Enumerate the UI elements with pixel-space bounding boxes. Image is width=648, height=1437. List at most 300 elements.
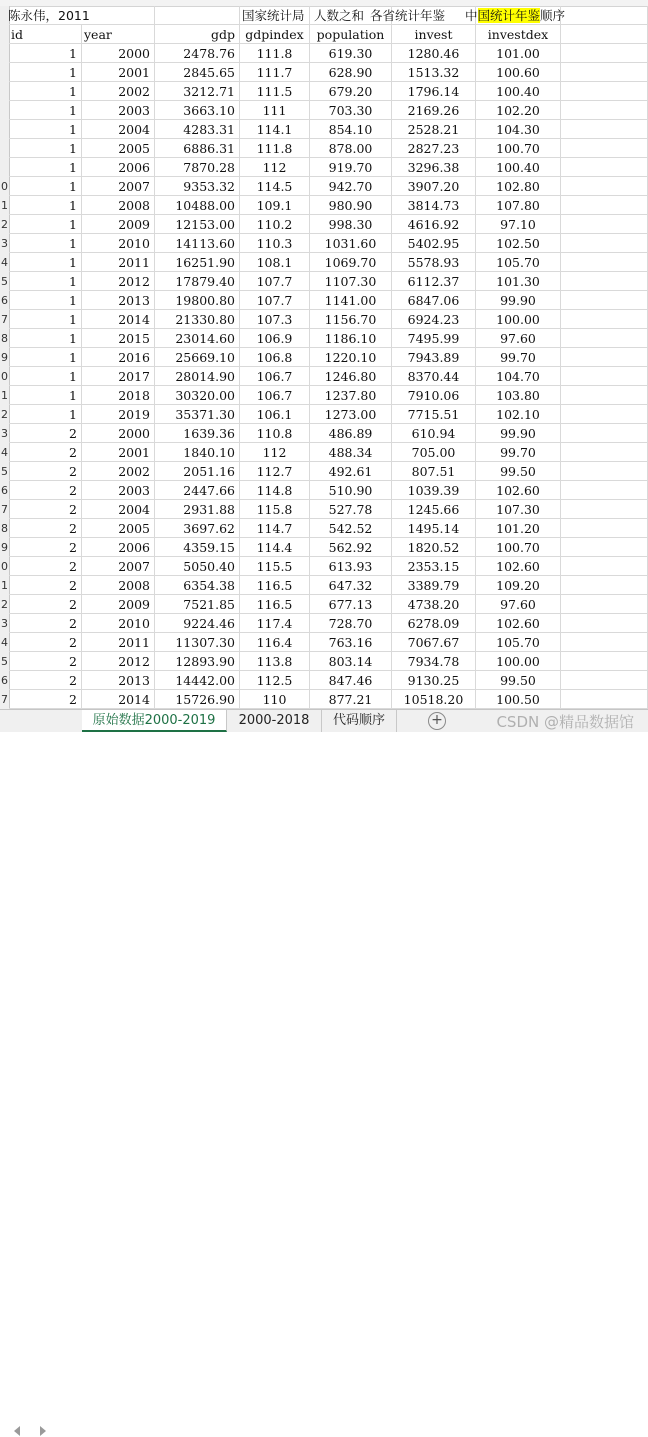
cell[interactable] [561, 139, 648, 158]
cell-invest[interactable]: 7934.78 [392, 652, 476, 671]
cell-investdex[interactable]: 100.70 [476, 139, 561, 158]
cell-population[interactable]: 542.52 [310, 519, 392, 538]
cell-year[interactable]: 2005 [82, 139, 155, 158]
cell-year[interactable]: 2002 [82, 462, 155, 481]
row-number[interactable] [0, 63, 9, 82]
cell-gdp[interactable]: 28014.90 [155, 367, 240, 386]
cell-id[interactable]: 2 [9, 576, 82, 595]
cell-gdpindex[interactable]: 115.8 [240, 500, 310, 519]
cell-year[interactable]: 2009 [82, 595, 155, 614]
cell-gdp[interactable]: 14442.00 [155, 671, 240, 690]
cell-gdpindex[interactable]: 107.3 [240, 310, 310, 329]
cell-gdpindex[interactable]: 106.7 [240, 386, 310, 405]
cell[interactable] [561, 177, 648, 196]
add-sheet-icon[interactable]: + [428, 712, 446, 730]
cell[interactable] [561, 652, 648, 671]
cell-gdp[interactable]: 16251.90 [155, 253, 240, 272]
cell-population[interactable]: 1186.10 [310, 329, 392, 348]
cell-id[interactable]: 1 [9, 386, 82, 405]
cell-invest[interactable]: 2353.15 [392, 557, 476, 576]
cell-invest[interactable]: 3907.20 [392, 177, 476, 196]
row-number[interactable]: 2 [1, 408, 8, 421]
row-number[interactable]: 8 [1, 332, 8, 345]
cell-population[interactable]: 488.34 [310, 443, 392, 462]
row-number[interactable]: 1 [1, 389, 8, 402]
row-number[interactable] [0, 25, 9, 44]
cell-year[interactable]: 2000 [82, 44, 155, 63]
cell-population[interactable]: 1156.70 [310, 310, 392, 329]
cell-gdp[interactable]: 14113.60 [155, 234, 240, 253]
cell[interactable] [561, 557, 648, 576]
cell-investdex[interactable]: 103.80 [476, 386, 561, 405]
cell-year[interactable]: 2012 [82, 272, 155, 291]
cell-year[interactable]: 2014 [82, 310, 155, 329]
cell-year[interactable]: 2011 [82, 253, 155, 272]
cell-population[interactable]: 998.30 [310, 215, 392, 234]
cell-investdex[interactable]: 107.80 [476, 196, 561, 215]
cell-population[interactable]: 492.61 [310, 462, 392, 481]
cell-gdp[interactable]: 12893.90 [155, 652, 240, 671]
cell-year[interactable]: 2004 [82, 120, 155, 139]
cell-population[interactable]: 878.00 [310, 139, 392, 158]
cell-invest[interactable]: 8370.44 [392, 367, 476, 386]
cell-invest[interactable]: 7943.89 [392, 348, 476, 367]
cell-gdpindex[interactable]: 116.4 [240, 633, 310, 652]
cell-gdpindex[interactable]: 114.8 [240, 481, 310, 500]
cell[interactable] [561, 424, 648, 443]
cell-investdex[interactable]: 99.90 [476, 291, 561, 310]
cell-year[interactable]: 2013 [82, 291, 155, 310]
cell-id[interactable]: 1 [9, 291, 82, 310]
row-number[interactable]: 9 [1, 351, 8, 364]
cell-id[interactable]: 1 [9, 120, 82, 139]
cell-population[interactable]: 847.46 [310, 671, 392, 690]
cell-gdpindex[interactable]: 106.1 [240, 405, 310, 424]
cell-year[interactable]: 2004 [82, 500, 155, 519]
cell-year[interactable]: 2018 [82, 386, 155, 405]
cell-invest[interactable]: 7910.06 [392, 386, 476, 405]
cell-gdpindex[interactable]: 112.5 [240, 671, 310, 690]
cell[interactable] [561, 25, 648, 44]
cell-investdex[interactable]: 101.30 [476, 272, 561, 291]
header-population[interactable]: population [310, 25, 392, 44]
cell[interactable] [561, 348, 648, 367]
cell-gdpindex[interactable]: 114.5 [240, 177, 310, 196]
cell[interactable] [561, 291, 648, 310]
cell-year[interactable]: 2001 [82, 63, 155, 82]
cell-id[interactable]: 2 [9, 652, 82, 671]
tab-2000-2018[interactable]: 2000-2018 [227, 710, 322, 732]
cell-gdpindex[interactable]: 110.8 [240, 424, 310, 443]
tab-code-order[interactable]: 代码顺序 [322, 710, 397, 732]
cell-id[interactable]: 2 [9, 690, 82, 709]
cell-id[interactable]: 1 [9, 44, 82, 63]
cell-gdp[interactable]: 35371.30 [155, 405, 240, 424]
cell-id[interactable]: 1 [9, 348, 82, 367]
cell-gdp[interactable]: 3697.62 [155, 519, 240, 538]
cell-investdex[interactable]: 100.00 [476, 652, 561, 671]
cell-id[interactable]: 2 [9, 614, 82, 633]
cell-year[interactable]: 2010 [82, 614, 155, 633]
cell[interactable] [561, 538, 648, 557]
cell-gdp[interactable]: 6886.31 [155, 139, 240, 158]
cell[interactable] [561, 367, 648, 386]
cell-id[interactable]: 1 [9, 234, 82, 253]
cell-population[interactable]: 877.21 [310, 690, 392, 709]
cell-investdex[interactable]: 97.60 [476, 329, 561, 348]
cell-gdp[interactable]: 5050.40 [155, 557, 240, 576]
header-gdpindex[interactable]: gdpindex [240, 25, 310, 44]
cell-population[interactable]: 1069.70 [310, 253, 392, 272]
cell-invest[interactable]: 6112.37 [392, 272, 476, 291]
cell-gdpindex[interactable]: 112 [240, 443, 310, 462]
row-number[interactable]: 3 [1, 427, 8, 440]
cell-population[interactable]: 679.20 [310, 82, 392, 101]
cell-investdex[interactable]: 109.20 [476, 576, 561, 595]
cell-gdpindex[interactable]: 114.4 [240, 538, 310, 557]
cell-year[interactable]: 2017 [82, 367, 155, 386]
cell-population[interactable]: 703.30 [310, 101, 392, 120]
cell-id[interactable]: 2 [9, 443, 82, 462]
cell-year[interactable]: 2000 [82, 424, 155, 443]
cell-id[interactable]: 1 [9, 405, 82, 424]
cell[interactable] [561, 576, 648, 595]
cell[interactable] [561, 215, 648, 234]
row-number[interactable]: 4 [1, 256, 8, 269]
cell-year[interactable]: 2013 [82, 671, 155, 690]
cell-year[interactable]: 2014 [82, 690, 155, 709]
header-id[interactable]: id [9, 25, 82, 44]
row-number[interactable]: 6 [1, 674, 8, 687]
cell-id[interactable]: 1 [9, 272, 82, 291]
cell-investdex[interactable]: 99.50 [476, 462, 561, 481]
cell-year[interactable]: 2006 [82, 538, 155, 557]
cell-population[interactable]: 803.14 [310, 652, 392, 671]
cell-gdpindex[interactable]: 112.7 [240, 462, 310, 481]
cell-gdp[interactable]: 12153.00 [155, 215, 240, 234]
scroll-right-icon[interactable] [40, 1426, 46, 1436]
cell-id[interactable]: 2 [9, 671, 82, 690]
cell-gdpindex[interactable]: 113.8 [240, 652, 310, 671]
cell-gdp[interactable]: 2051.16 [155, 462, 240, 481]
tab-raw-data-2000-2019[interactable]: 原始数据2000-2019 [82, 710, 227, 732]
cell-investdex[interactable]: 101.20 [476, 519, 561, 538]
row-number[interactable] [0, 158, 9, 177]
cell-year[interactable]: 2008 [82, 196, 155, 215]
cell-investdex[interactable]: 102.10 [476, 405, 561, 424]
cell-year[interactable]: 2003 [82, 481, 155, 500]
cell-id[interactable]: 2 [9, 481, 82, 500]
cell-gdp[interactable]: 23014.60 [155, 329, 240, 348]
cell[interactable] [561, 671, 648, 690]
cell-invest[interactable]: 2528.21 [392, 120, 476, 139]
cell[interactable] [561, 44, 648, 63]
row-number[interactable]: 3 [1, 617, 8, 630]
cell-investdex[interactable]: 97.60 [476, 595, 561, 614]
cell-id[interactable]: 1 [9, 215, 82, 234]
cell[interactable] [561, 158, 648, 177]
cell-population[interactable]: 1107.30 [310, 272, 392, 291]
cell-investdex[interactable]: 99.50 [476, 671, 561, 690]
cell[interactable] [561, 63, 648, 82]
cell-investdex[interactable]: 100.50 [476, 690, 561, 709]
cell-gdpindex[interactable]: 110 [240, 690, 310, 709]
cell-investdex[interactable]: 107.30 [476, 500, 561, 519]
cell-gdp[interactable]: 2447.66 [155, 481, 240, 500]
cell-year[interactable]: 2003 [82, 101, 155, 120]
cell-invest[interactable]: 4738.20 [392, 595, 476, 614]
cell-population[interactable]: 763.16 [310, 633, 392, 652]
cell-gdp[interactable]: 10488.00 [155, 196, 240, 215]
cell-investdex[interactable]: 99.70 [476, 443, 561, 462]
cell-id[interactable]: 2 [9, 538, 82, 557]
cell[interactable] [561, 253, 648, 272]
cell-population[interactable]: 613.93 [310, 557, 392, 576]
cell-id[interactable]: 1 [9, 253, 82, 272]
cell-year[interactable]: 2006 [82, 158, 155, 177]
cell[interactable] [561, 272, 648, 291]
cell-id[interactable]: 2 [9, 595, 82, 614]
cell-population[interactable]: 1237.80 [310, 386, 392, 405]
row-number[interactable]: 2 [1, 218, 8, 231]
cell[interactable] [561, 196, 648, 215]
cell-population[interactable]: 854.10 [310, 120, 392, 139]
cell-invest[interactable]: 3814.73 [392, 196, 476, 215]
cell-population[interactable]: 1220.10 [310, 348, 392, 367]
cell-population[interactable]: 486.89 [310, 424, 392, 443]
row-number[interactable] [0, 139, 9, 158]
row-number[interactable]: 3 [1, 237, 8, 250]
cell-population[interactable]: 1273.00 [310, 405, 392, 424]
cell-invest[interactable]: 2827.23 [392, 139, 476, 158]
cell-gdp[interactable]: 19800.80 [155, 291, 240, 310]
cell-investdex[interactable]: 105.70 [476, 253, 561, 272]
cell-invest[interactable]: 1513.32 [392, 63, 476, 82]
cell-gdp[interactable]: 7870.28 [155, 158, 240, 177]
cell-invest[interactable]: 9130.25 [392, 671, 476, 690]
cell-invest[interactable]: 10518.20 [392, 690, 476, 709]
row-number[interactable] [0, 101, 9, 120]
cell-investdex[interactable]: 102.60 [476, 614, 561, 633]
cell-investdex[interactable]: 100.40 [476, 158, 561, 177]
cell[interactable] [561, 690, 648, 709]
cell-id[interactable]: 1 [9, 196, 82, 215]
cell-id[interactable]: 2 [9, 633, 82, 652]
row-number[interactable]: 7 [1, 693, 8, 706]
header-gdp[interactable]: gdp [155, 25, 240, 44]
cell-year[interactable]: 2015 [82, 329, 155, 348]
cell-gdp[interactable]: 15726.90 [155, 690, 240, 709]
cell-id[interactable]: 2 [9, 500, 82, 519]
cell-gdpindex[interactable]: 114.7 [240, 519, 310, 538]
cell-population[interactable]: 562.92 [310, 538, 392, 557]
header-invest[interactable]: invest [392, 25, 476, 44]
cell-gdpindex[interactable]: 115.5 [240, 557, 310, 576]
row-number[interactable]: 8 [1, 522, 8, 535]
cell-gdpindex[interactable]: 116.5 [240, 576, 310, 595]
cell-id[interactable]: 1 [9, 139, 82, 158]
cell-gdp[interactable]: 2478.76 [155, 44, 240, 63]
cell-invest[interactable]: 1245.66 [392, 500, 476, 519]
cell-gdpindex[interactable]: 111.7 [240, 63, 310, 82]
cell-investdex[interactable]: 104.70 [476, 367, 561, 386]
cell[interactable] [561, 633, 648, 652]
cell-gdpindex[interactable]: 107.7 [240, 291, 310, 310]
cell-gdp[interactable]: 30320.00 [155, 386, 240, 405]
cell-id[interactable]: 1 [9, 101, 82, 120]
cell-investdex[interactable]: 102.60 [476, 557, 561, 576]
cell-population[interactable]: 527.78 [310, 500, 392, 519]
cell-population[interactable]: 919.70 [310, 158, 392, 177]
row-number[interactable]: 0 [1, 560, 8, 573]
cell-year[interactable]: 2007 [82, 557, 155, 576]
cell-gdp[interactable]: 25669.10 [155, 348, 240, 367]
cell-population[interactable]: 619.30 [310, 44, 392, 63]
cell-gdp[interactable]: 4283.31 [155, 120, 240, 139]
cell-id[interactable]: 2 [9, 462, 82, 481]
cell-gdp[interactable]: 1639.36 [155, 424, 240, 443]
cell-id[interactable]: 1 [9, 63, 82, 82]
cell-invest[interactable]: 1280.46 [392, 44, 476, 63]
cell-year[interactable]: 2019 [82, 405, 155, 424]
cell-gdp[interactable]: 2931.88 [155, 500, 240, 519]
cell[interactable] [155, 6, 240, 25]
cell-year[interactable]: 2012 [82, 652, 155, 671]
cell-gdpindex[interactable]: 106.7 [240, 367, 310, 386]
cell-gdpindex[interactable]: 106.9 [240, 329, 310, 348]
row-number[interactable]: 5 [1, 655, 8, 668]
cell-invest[interactable]: 3389.79 [392, 576, 476, 595]
cell-gdpindex[interactable]: 110.2 [240, 215, 310, 234]
row-number[interactable] [0, 44, 9, 63]
cell-id[interactable]: 1 [9, 158, 82, 177]
cell-gdpindex[interactable]: 111.5 [240, 82, 310, 101]
cell-population[interactable]: 510.90 [310, 481, 392, 500]
cell-population[interactable]: 628.90 [310, 63, 392, 82]
cell[interactable] [561, 443, 648, 462]
cell-gdp[interactable]: 3212.71 [155, 82, 240, 101]
header-year[interactable]: year [82, 25, 155, 44]
cell-year[interactable]: 2007 [82, 177, 155, 196]
cell[interactable] [561, 120, 648, 139]
cell-invest[interactable]: 1495.14 [392, 519, 476, 538]
cell-id[interactable]: 2 [9, 424, 82, 443]
cell-investdex[interactable]: 100.60 [476, 63, 561, 82]
cell-id[interactable]: 2 [9, 557, 82, 576]
cell-invest[interactable]: 6924.23 [392, 310, 476, 329]
cell-gdp[interactable]: 3663.10 [155, 101, 240, 120]
cell-population[interactable]: 1031.60 [310, 234, 392, 253]
cell-invest[interactable]: 705.00 [392, 443, 476, 462]
cell[interactable] [561, 82, 648, 101]
cell[interactable] [561, 481, 648, 500]
cell-investdex[interactable]: 97.10 [476, 215, 561, 234]
cell-investdex[interactable]: 105.70 [476, 633, 561, 652]
cell-investdex[interactable]: 100.70 [476, 538, 561, 557]
cell-id[interactable]: 2 [9, 519, 82, 538]
cell-gdp[interactable]: 2845.65 [155, 63, 240, 82]
cell-year[interactable]: 2008 [82, 576, 155, 595]
cell-gdp[interactable]: 6354.38 [155, 576, 240, 595]
row-number[interactable]: 6 [1, 484, 8, 497]
cell-id[interactable]: 1 [9, 367, 82, 386]
cell[interactable] [561, 614, 648, 633]
cell-invest[interactable]: 5578.93 [392, 253, 476, 272]
row-number[interactable]: 4 [1, 636, 8, 649]
cell-gdpindex[interactable]: 111 [240, 101, 310, 120]
cell-invest[interactable]: 6278.09 [392, 614, 476, 633]
cell-invest[interactable]: 6847.06 [392, 291, 476, 310]
cell-population[interactable]: 942.70 [310, 177, 392, 196]
cell-gdp[interactable]: 17879.40 [155, 272, 240, 291]
cell-population[interactable]: 647.32 [310, 576, 392, 595]
cell-investdex[interactable]: 102.50 [476, 234, 561, 253]
row-number[interactable]: 0 [1, 370, 8, 383]
cell-gdp[interactable]: 11307.30 [155, 633, 240, 652]
cell-gdpindex[interactable]: 109.1 [240, 196, 310, 215]
cell[interactable] [561, 101, 648, 120]
row-number[interactable]: 1 [1, 199, 8, 212]
cell-population[interactable]: 1141.00 [310, 291, 392, 310]
cell-invest[interactable]: 1796.14 [392, 82, 476, 101]
cell-year[interactable]: 2016 [82, 348, 155, 367]
row-number[interactable]: 7 [1, 313, 8, 326]
cell-investdex[interactable]: 101.00 [476, 44, 561, 63]
row-number[interactable]: 9 [1, 541, 8, 554]
cell[interactable] [561, 500, 648, 519]
cell-investdex[interactable]: 102.20 [476, 101, 561, 120]
cell-invest[interactable]: 610.94 [392, 424, 476, 443]
cell-investdex[interactable]: 102.60 [476, 481, 561, 500]
header-investdex[interactable]: investdex [476, 25, 561, 44]
cell[interactable] [561, 386, 648, 405]
cell-population[interactable]: 1246.80 [310, 367, 392, 386]
cell-year[interactable]: 2002 [82, 82, 155, 101]
cell-id[interactable]: 1 [9, 177, 82, 196]
cell-gdpindex[interactable]: 111.8 [240, 139, 310, 158]
cell-id[interactable]: 1 [9, 82, 82, 101]
row-number[interactable]: 5 [1, 275, 8, 288]
cell-gdp[interactable]: 4359.15 [155, 538, 240, 557]
cell-population[interactable]: 980.90 [310, 196, 392, 215]
cell-investdex[interactable]: 99.70 [476, 348, 561, 367]
cell-gdp[interactable]: 1840.10 [155, 443, 240, 462]
cell-investdex[interactable]: 99.90 [476, 424, 561, 443]
cell-invest[interactable]: 7715.51 [392, 405, 476, 424]
row-number[interactable]: 4 [1, 446, 8, 459]
cell[interactable] [82, 6, 155, 25]
cell[interactable] [561, 462, 648, 481]
cell-id[interactable]: 1 [9, 310, 82, 329]
cell-year[interactable]: 2011 [82, 633, 155, 652]
cell-gdp[interactable]: 9353.32 [155, 177, 240, 196]
cell-year[interactable]: 2009 [82, 215, 155, 234]
cell[interactable] [561, 405, 648, 424]
cell-invest[interactable]: 1039.39 [392, 481, 476, 500]
cell-id[interactable]: 1 [9, 329, 82, 348]
cell-invest[interactable]: 5402.95 [392, 234, 476, 253]
cell-investdex[interactable]: 104.30 [476, 120, 561, 139]
cell-gdpindex[interactable]: 112 [240, 158, 310, 177]
cell-gdpindex[interactable]: 116.5 [240, 595, 310, 614]
cell-population[interactable]: 677.13 [310, 595, 392, 614]
cell-gdp[interactable]: 21330.80 [155, 310, 240, 329]
cell-gdpindex[interactable]: 108.1 [240, 253, 310, 272]
cell-gdpindex[interactable]: 107.7 [240, 272, 310, 291]
cell-invest[interactable]: 7495.99 [392, 329, 476, 348]
cell-gdpindex[interactable]: 117.4 [240, 614, 310, 633]
cell-gdpindex[interactable]: 110.3 [240, 234, 310, 253]
